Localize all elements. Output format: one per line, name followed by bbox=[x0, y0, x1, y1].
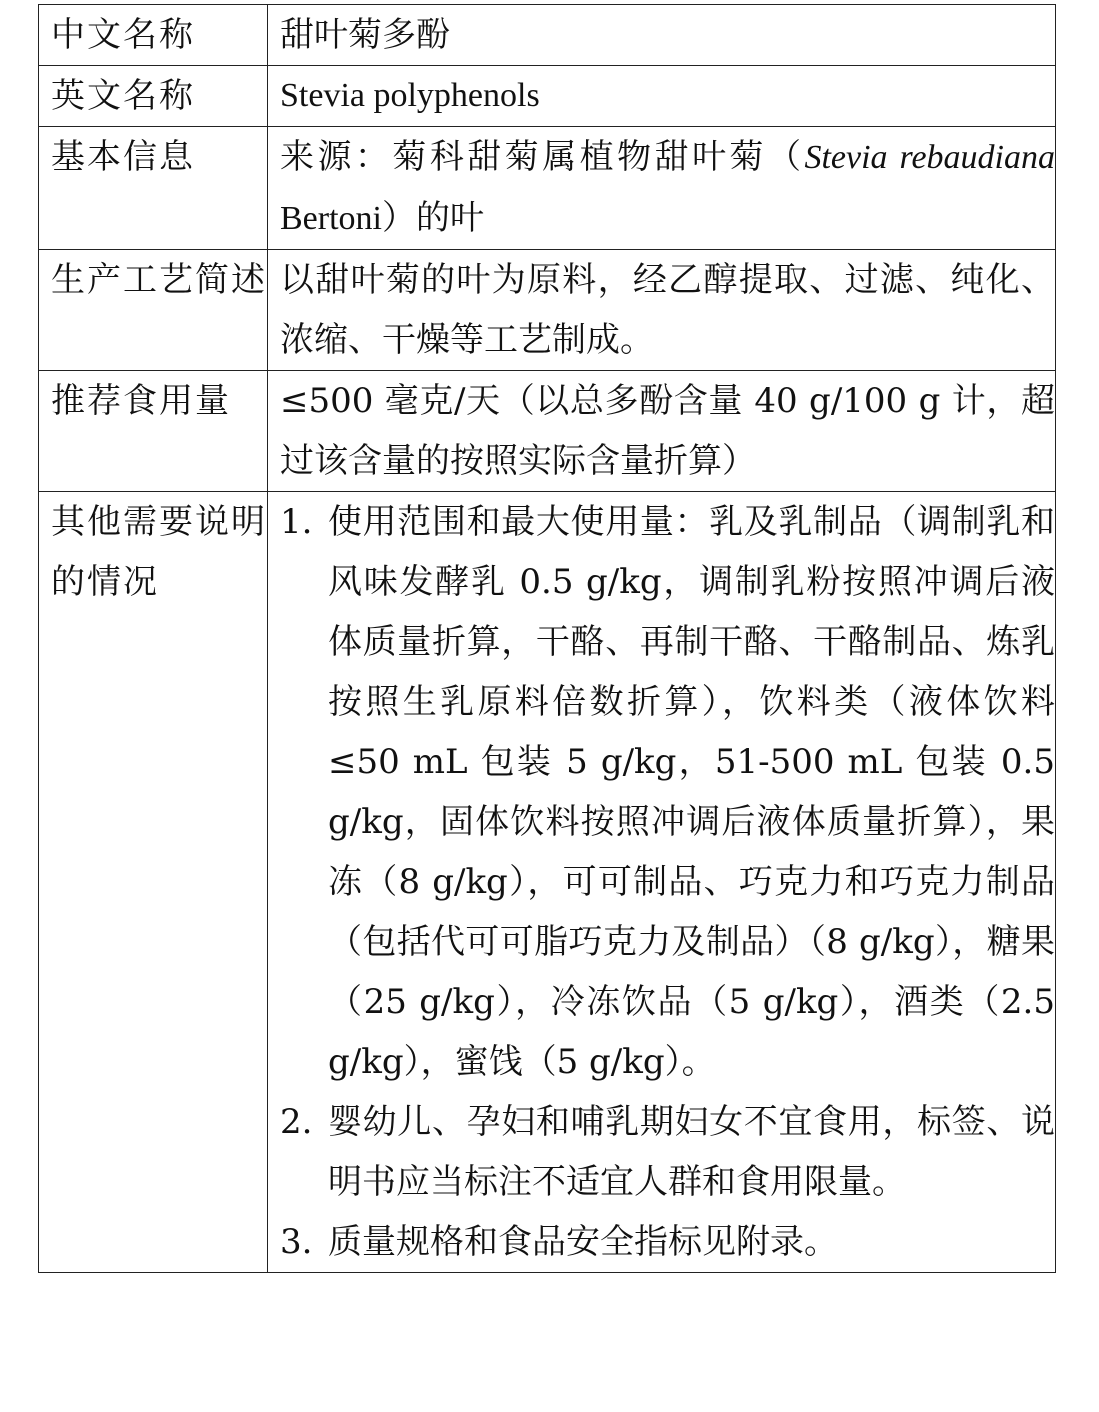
item-text: 使用范围和最大使用量：乳及乳制品（调制乳和风味发酵乳 0.5 g/kg，调制乳粉按照冲调后液体质量折算，干酪、再制干酪、干酪制品、炼乳按照生乳原料倍数折算），饮料类（液体饮料≤50 mL 包装 5 g/kg，51-500 mL 包装 0.5 g/kg，固体饮料按照冲调后液体质量折算），果冻（8 g/kg），可可制品、巧克力和巧克力制品（包括代可可脂巧克力及制品）（8 g/kg），糖果（25 g/kg），冷冻饮品（5 g/kg），酒类（2.5 g/kg），蜜饯（5 g/kg）。 bbox=[328, 502, 1055, 1082]
item-number: 2. bbox=[280, 1102, 313, 1142]
value-other-notes bbox=[268, 492, 1056, 1273]
source-prefix: 来源：菊科甜菊属植物甜叶菊（ bbox=[280, 137, 805, 177]
item-text: 婴幼儿、孕妇和哺乳期妇女不宜食用，标签、说明书应当标注不适宜人群和食用限量。 bbox=[328, 1102, 1055, 1202]
row-basic-info bbox=[39, 127, 1056, 250]
value-chinese-name: 甜叶菊多酚 bbox=[268, 5, 1056, 66]
notes-list bbox=[280, 492, 1055, 1272]
label-basic-info: 基本信息 bbox=[39, 127, 268, 250]
value-basic-info bbox=[268, 127, 1056, 250]
species-name: Stevia rebaudiana bbox=[804, 139, 1055, 176]
list-item bbox=[280, 1212, 1055, 1272]
value-dose: ≤500 毫克/天（以总多酚含量 40 g/100 g 计，超过该含量的按照实际含量折算） bbox=[268, 371, 1056, 492]
source-suffix: ）的叶 bbox=[381, 198, 484, 238]
ingredient-spec-table bbox=[38, 4, 1056, 1273]
row-dose bbox=[39, 371, 1056, 492]
label-other-notes: 其他需要说明的情况 bbox=[39, 492, 268, 1273]
row-chinese-name bbox=[39, 5, 1056, 66]
list-item bbox=[280, 492, 1055, 1092]
label-process: 生产工艺简述 bbox=[39, 250, 268, 371]
item-text: 质量规格和食品安全指标见附录。 bbox=[328, 1222, 838, 1262]
row-english-name bbox=[39, 66, 1056, 127]
item-number: 1. bbox=[280, 502, 313, 542]
label-english-name: 英文名称 bbox=[39, 66, 268, 127]
item-number: 3. bbox=[280, 1222, 313, 1262]
value-english-name: Stevia polyphenols bbox=[268, 66, 1056, 127]
label-chinese-name: 中文名称 bbox=[39, 5, 268, 66]
value-process: 以甜叶菊的叶为原料，经乙醇提取、过滤、纯化、浓缩、干燥等工艺制成。 bbox=[268, 250, 1056, 371]
list-item bbox=[280, 1092, 1055, 1212]
label-dose: 推荐食用量 bbox=[39, 371, 268, 492]
row-other-notes bbox=[39, 492, 1056, 1273]
row-process bbox=[39, 250, 1056, 371]
species-author: Bertoni bbox=[280, 200, 382, 237]
